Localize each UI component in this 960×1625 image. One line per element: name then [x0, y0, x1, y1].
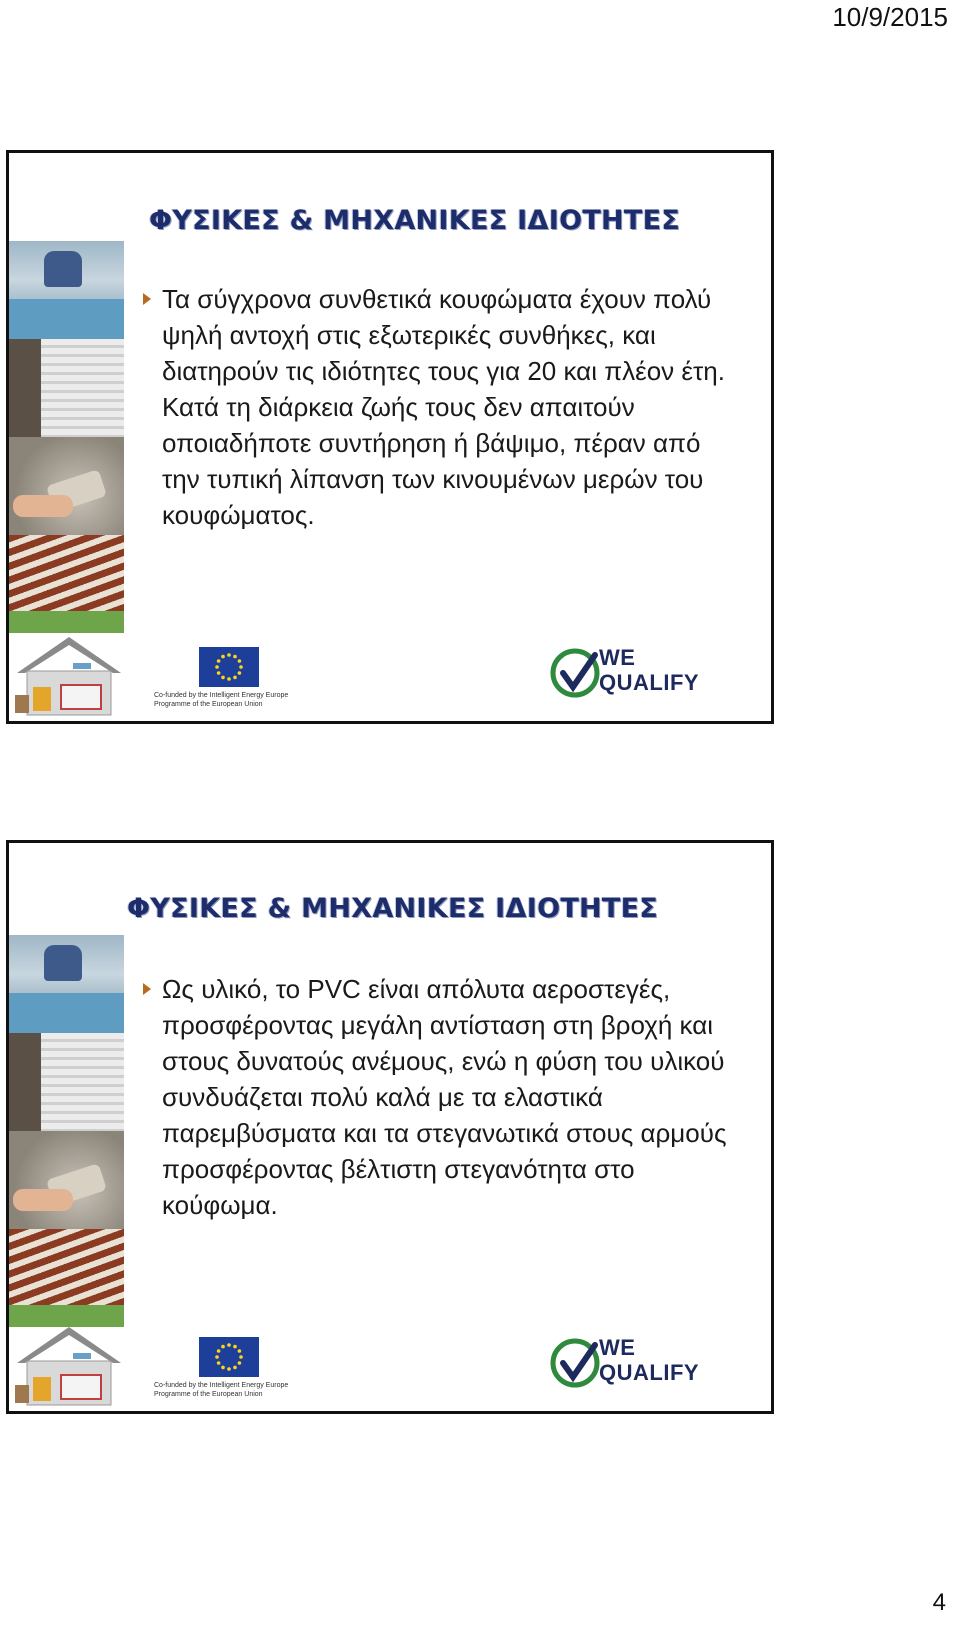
house-icon: [13, 633, 125, 717]
page-number: 4: [932, 1589, 946, 1616]
pergola-photo: [9, 535, 124, 633]
bullet-arrow-icon: [143, 983, 151, 995]
we-qualify-logo: [549, 643, 719, 703]
eu-caption: Co-funded by the Intelligent Energy Europe Programme of the European Union: [154, 1382, 289, 1398]
slide-title: ΦΥΣΙΚΕΣ & ΜΗΧΑΝΙΚΕΣ ΙΔΙΟΤΗΤΕΣ: [127, 893, 659, 924]
bullet-text: Τα σύγχρονα συνθετικά κουφώματα έχουν πολύ ψηλή αντοχή στις εξωτερικές συνθήκες, και διατηρούν τις ιδιότητες τους για 20 και πλέον έτη. Κατά τη διάρκεια ζωής τους δεν απαιτούν οποιαδήποτε συντήρηση ή βάψιμο, πέραν από την τυπική λίπανση των κινουμένων μερών του κουφώματος.: [162, 284, 725, 530]
plastering-photo: [9, 1131, 124, 1229]
shutter-photo: [9, 339, 124, 437]
photo-strip: [9, 935, 124, 1330]
shutter-photo: [9, 1033, 124, 1131]
logo-we: WE: [599, 1335, 636, 1360]
logo-we: WE: [599, 645, 636, 670]
roof-worker-photo: [9, 935, 124, 1033]
logo-qualify: QUALIFY: [599, 1360, 700, 1385]
logo-qualify: QUALIFY: [599, 670, 700, 695]
eu-flag-icon: [199, 1337, 259, 1377]
eu-caption: Co-funded by the Intelligent Energy Europe Programme of the European Union: [154, 692, 289, 708]
date: 10/9/2015: [832, 2, 948, 32]
eu-flag-icon: [199, 647, 259, 687]
slide-footer: [9, 1319, 771, 1411]
slide-footer: [9, 629, 771, 721]
bullet-list: [139, 971, 739, 1223]
bullet-arrow-icon: [143, 293, 151, 305]
checkmark-icon: [549, 645, 605, 701]
bullet-item: [139, 281, 739, 533]
plastering-photo: [9, 437, 124, 535]
photo-strip: [9, 241, 124, 636]
roof-worker-photo: [9, 241, 124, 339]
we-qualify-logo: [549, 1333, 719, 1393]
pergola-photo: [9, 1229, 124, 1327]
bullet-item: [139, 971, 739, 1223]
slide-1: [6, 150, 774, 724]
house-icon: [13, 1323, 125, 1407]
slide-2: [6, 840, 774, 1414]
bullet-text: Ως υλικό, το PVC είναι απόλυτα αεροστεγές, προσφέροντας μεγάλη αντίσταση στη βροχή και στους δυνατούς ανέμους, ενώ η φύση του υλικού συνδυάζεται πολύ καλά με τα ελαστικά παρεμβύσματα και τα στεγανωτικά στους αρμούς προσφέροντας βέλτιστη στεγανότητα στο κούφωμα.: [162, 974, 727, 1220]
checkmark-icon: [549, 1335, 605, 1391]
bullet-list: [139, 281, 739, 533]
slide-title: ΦΥΣΙΚΕΣ & ΜΗΧΑΝΙΚΕΣ ΙΔΙΟΤΗΤΕΣ: [149, 205, 681, 236]
